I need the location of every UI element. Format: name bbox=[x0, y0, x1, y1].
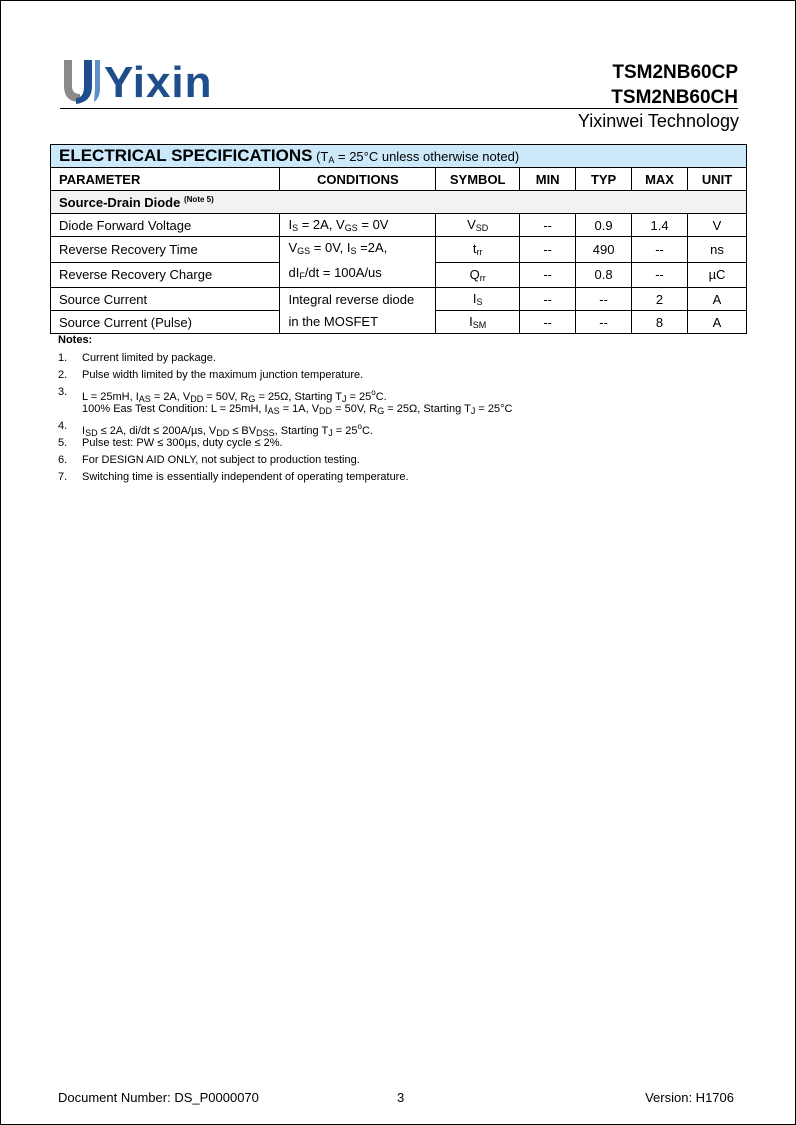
table-row bbox=[51, 237, 747, 263]
param-cell: Source Current bbox=[51, 288, 280, 311]
document-number: Document Number: DS_P0000070 bbox=[58, 1090, 259, 1105]
part-number-1: TSM2NB60CP bbox=[612, 62, 738, 83]
table-row bbox=[51, 214, 747, 237]
unit-cell: V bbox=[688, 214, 747, 237]
symbol-cell: $V_{SD}$ bbox=[436, 214, 520, 237]
symbol-cell: $I_S$ bbox=[436, 288, 520, 311]
condition-cell: $V_{GS} = 0V$, $I_S =2A$, $dI_F/dt = 100A/us$ bbox=[280, 237, 436, 288]
typ-cell: 0.8 bbox=[576, 262, 632, 288]
col-header-min: MIN bbox=[520, 168, 576, 191]
header-rule bbox=[60, 108, 738, 109]
col-header-max: MAX bbox=[632, 168, 688, 191]
max-cell: -- bbox=[632, 237, 688, 263]
table-row bbox=[51, 288, 747, 311]
typ-cell: 0.9 bbox=[576, 214, 632, 237]
table-header-row bbox=[51, 168, 747, 191]
symbol-cell: $Q_{rr}$ bbox=[436, 262, 520, 288]
col-header-parameter: PARAMETER bbox=[51, 168, 280, 191]
min-cell: -- bbox=[520, 288, 576, 311]
param-cell: Reverse Recovery Time bbox=[51, 237, 280, 263]
electrical-specifications-table bbox=[50, 144, 747, 334]
note-item: 4. $I_{SD} \le 2A$, di/dt ≤ 200A/µs, $V_{DD} \le BV_{DSS}$, Starting $T_J = 25^oC$. bbox=[58, 420, 373, 438]
col-header-conditions: CONDITIONS bbox=[280, 168, 436, 191]
note-item: 5. Pulse test: PW ≤ 300µs, duty cycle ≤ 2%. bbox=[58, 437, 283, 449]
max-cell: -- bbox=[632, 262, 688, 288]
max-cell: 1.4 bbox=[632, 214, 688, 237]
condition-cell: Integral reverse diode in the MOSFET bbox=[280, 288, 436, 334]
unit-cell: ns bbox=[688, 237, 747, 263]
typ-cell: 490 bbox=[576, 237, 632, 263]
note-item: 100% Eas Test Condition: L = 25mH, $I_{AS} = 1A$, $V_{DD} = 50V$, $R_G = 25\Omega$, Starting $T_J = 25^\circ C$ bbox=[82, 403, 513, 416]
param-cell: Source Current (Pulse) bbox=[51, 311, 280, 334]
logo-u-icon bbox=[62, 58, 102, 106]
section-title: Source-Drain Diode bbox=[59, 194, 181, 210]
note-item: 3. L = 25mH, $I_{AS} = 2A$, $V_{DD} = 50V$, $R_G = 25\Omega$, Starting $T_J = 25^oC$. bbox=[58, 386, 387, 404]
unit-cell: A bbox=[688, 288, 747, 311]
document-version: Version: H1706 bbox=[645, 1090, 734, 1105]
min-cell: -- bbox=[520, 262, 576, 288]
table-title-condition: ($T_A = 25^\circ C$ unless otherwise noted) bbox=[316, 149, 520, 165]
page-number: 3 bbox=[397, 1090, 405, 1105]
condition-cell: $I_S = 2A$, $V_{GS} = 0V$ bbox=[280, 214, 436, 237]
param-cell: Diode Forward Voltage bbox=[51, 214, 280, 237]
unit-cell: µC bbox=[688, 262, 747, 288]
typ-cell: -- bbox=[576, 311, 632, 334]
min-cell: -- bbox=[520, 237, 576, 263]
company-logo bbox=[62, 58, 232, 108]
part-number-2: TSM2NB60CH bbox=[611, 87, 738, 108]
min-cell: -- bbox=[520, 311, 576, 334]
symbol-cell: $t_{rr}$ bbox=[436, 237, 520, 263]
col-header-unit: UNIT bbox=[688, 168, 747, 191]
section-note: (Note 5) bbox=[183, 194, 214, 204]
logo-text: Yixin bbox=[104, 58, 213, 107]
symbol-cell: $I_{SM}$ bbox=[436, 311, 520, 334]
param-cell: Reverse Recovery Charge bbox=[51, 262, 280, 288]
typ-cell: -- bbox=[576, 288, 632, 311]
note-item: 6. For DESIGN AID ONLY, not subject to production testing. bbox=[58, 454, 360, 466]
table-title-row bbox=[51, 145, 747, 168]
col-header-typ: TYP bbox=[576, 168, 632, 191]
notes-title: Notes: bbox=[58, 334, 93, 346]
unit-cell: A bbox=[688, 311, 747, 334]
note-item: 1. Current limited by package. bbox=[58, 352, 216, 364]
col-header-symbol: SYMBOL bbox=[436, 168, 520, 191]
note-item: 2. Pulse width limited by the maximum junction temperature. bbox=[58, 369, 364, 381]
notes-section bbox=[58, 334, 758, 486]
max-cell: 8 bbox=[632, 311, 688, 334]
section-row bbox=[51, 191, 747, 214]
max-cell: 2 bbox=[632, 288, 688, 311]
note-item: 7. Switching time is essentially independent of operating temperature. bbox=[58, 471, 409, 483]
company-name: Yixinwei Technology bbox=[577, 111, 739, 131]
table-title: ELECTRICAL SPECIFICATIONS bbox=[59, 146, 313, 165]
min-cell: -- bbox=[520, 214, 576, 237]
